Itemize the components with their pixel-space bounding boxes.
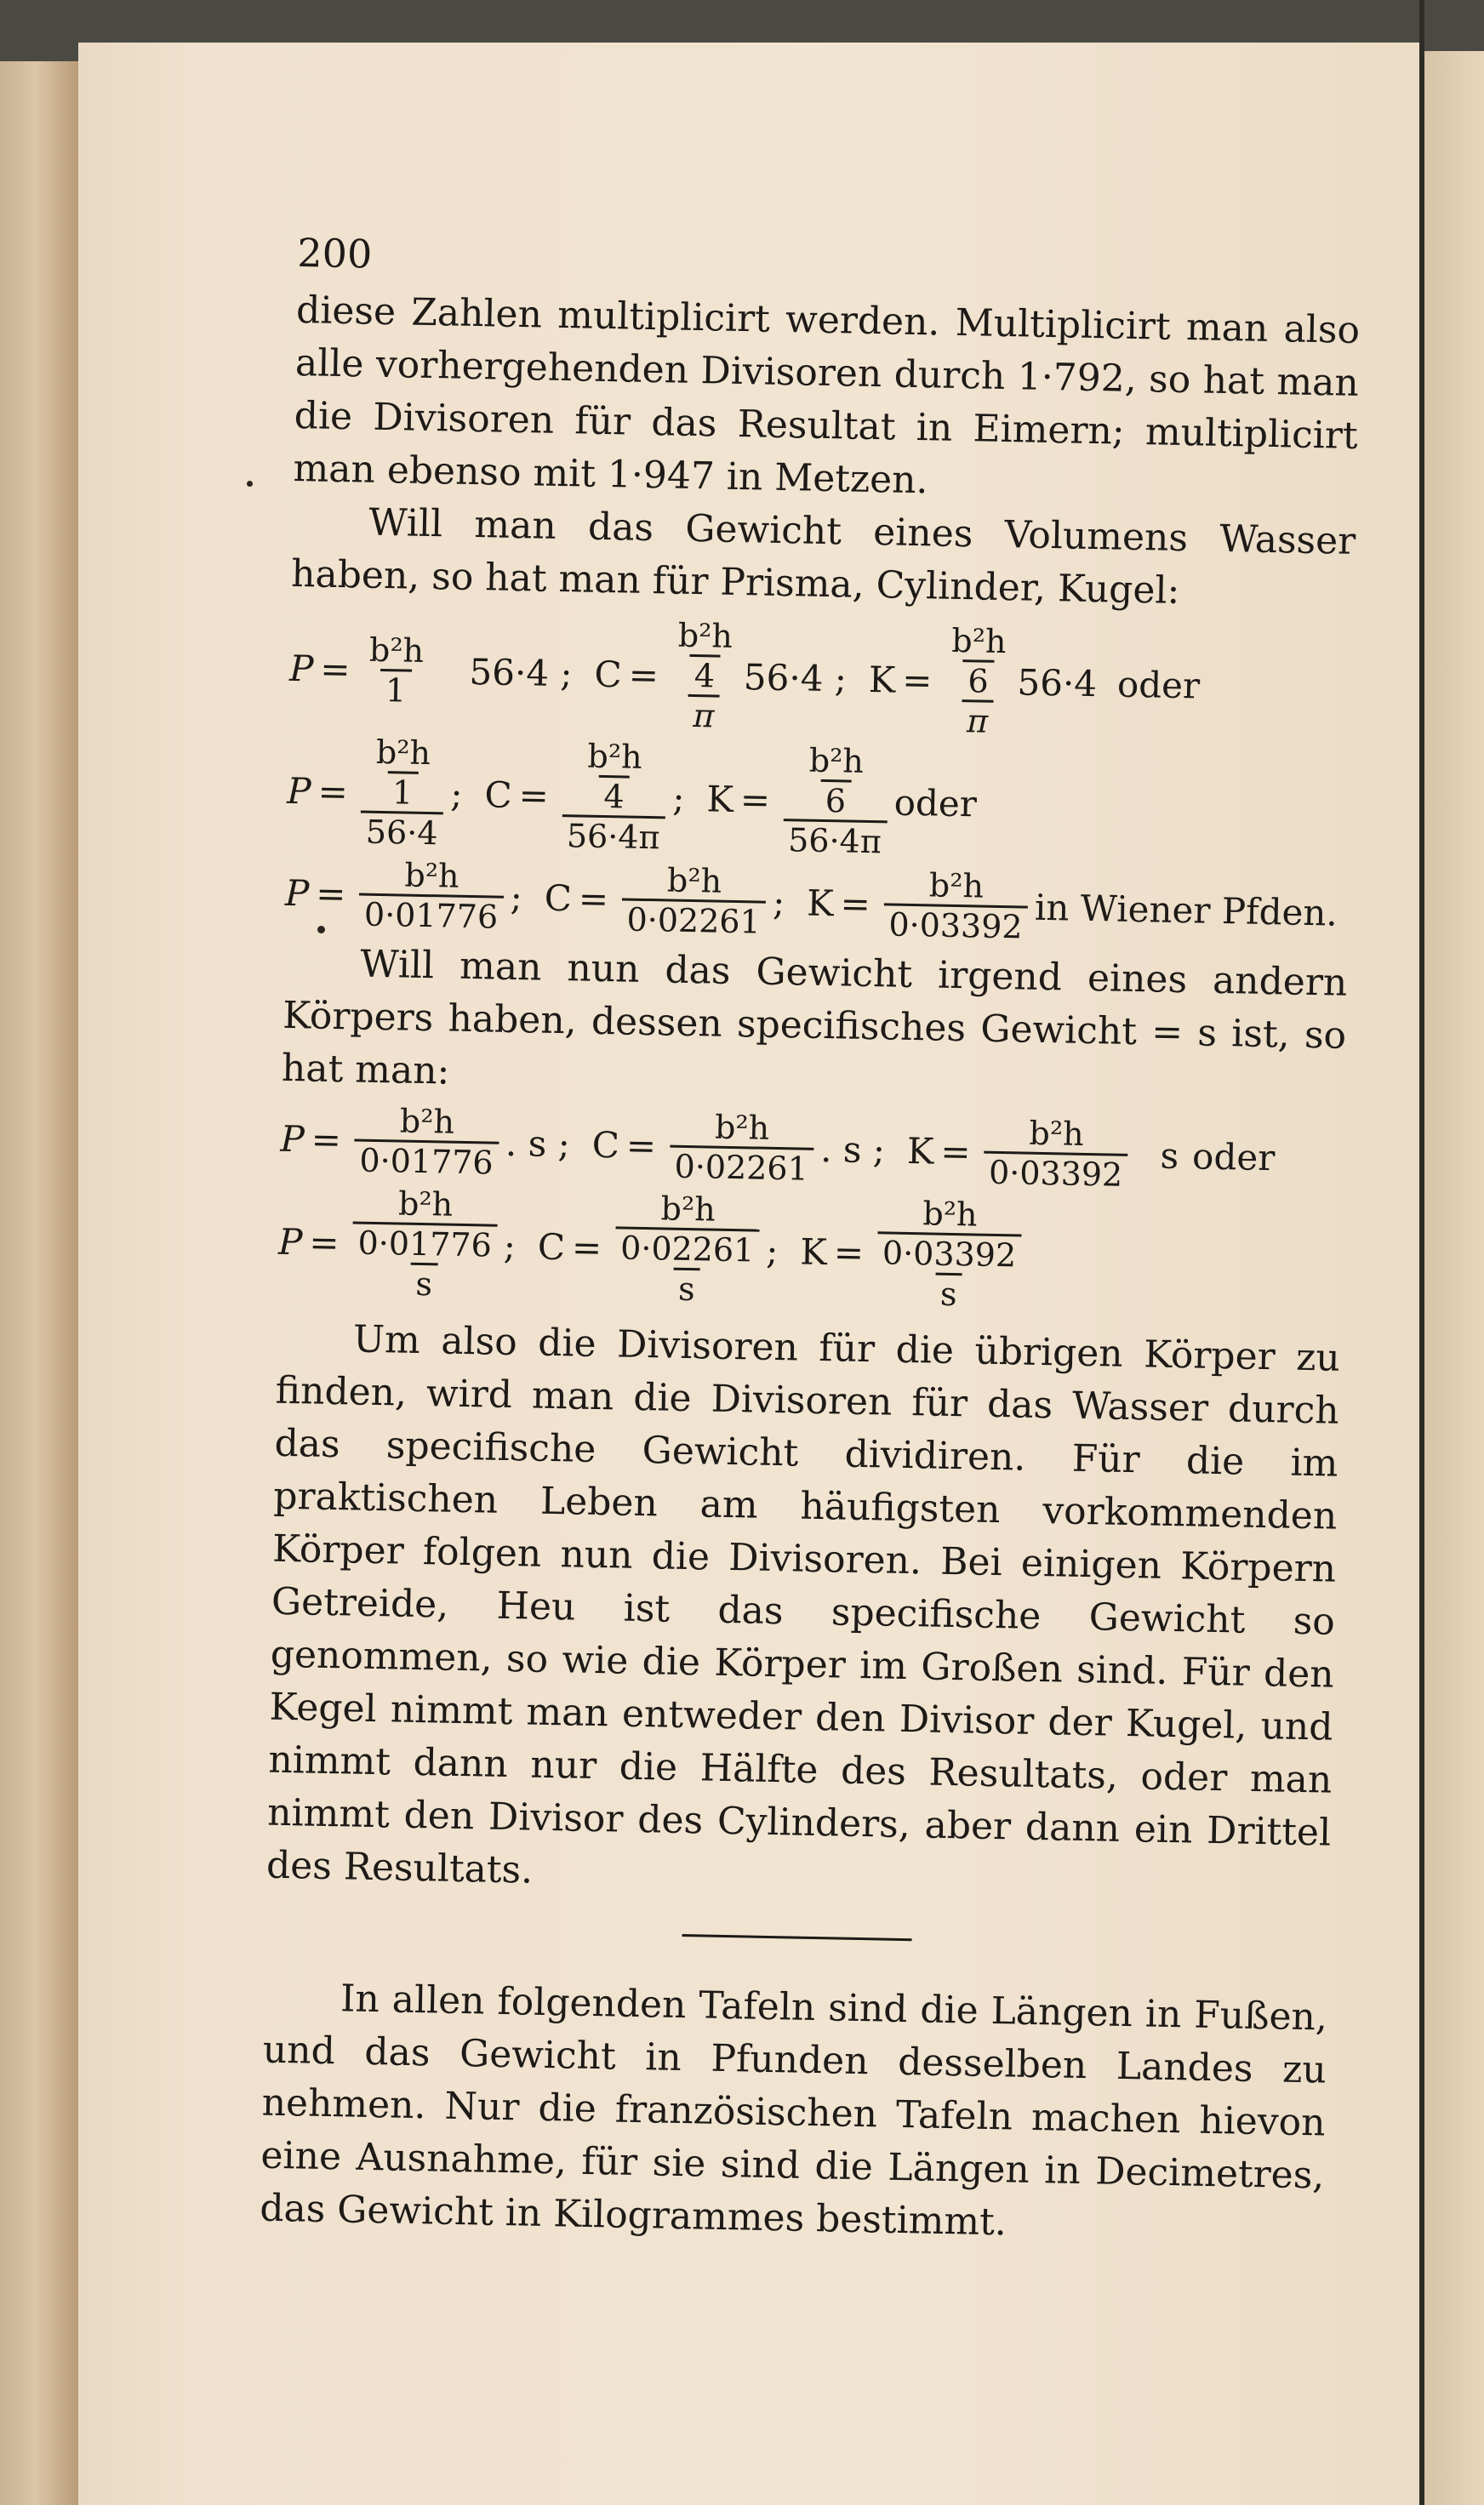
book-spine — [0, 0, 78, 2505]
numerator: b²h — [404, 856, 459, 895]
separator: ; — [510, 876, 523, 919]
denominator: 0·02261 — [615, 1226, 760, 1269]
denominator: 0·01776 — [354, 1138, 499, 1181]
eq4-sphere — [906, 1112, 1276, 1196]
eq-symbol-k: K — [706, 777, 734, 820]
eq5-prism — [277, 1183, 517, 1304]
fraction — [669, 1108, 814, 1188]
eq-sign: = — [571, 1225, 602, 1269]
page-content — [260, 230, 1361, 2256]
fraction — [671, 617, 739, 735]
eq3-cylinder — [544, 859, 785, 941]
numerator: b²h — [951, 621, 1007, 661]
eq-symbol-p: P — [277, 1220, 303, 1263]
separator: ; — [765, 1230, 779, 1272]
factor: 56·4 ; — [743, 655, 848, 699]
numerator: b²h — [808, 741, 865, 780]
denominator: 0·02261 — [669, 1145, 813, 1188]
eq-symbol-k: K — [868, 658, 896, 701]
fraction — [945, 622, 1012, 740]
paragraph-intro: diese Zahlen multiplicirt werden. Multiplicirt man also alle vorhergehenden Divisoren durch 1·792, so hat man die Divisoren für das Resultat in Eimern; multiplicirt man ebenso mit 1·947 in Metzen. — [293, 288, 1361, 503]
word-oder: oder — [1116, 663, 1201, 706]
eq-sign: = — [833, 1230, 865, 1274]
denominator-2: s — [673, 1268, 700, 1309]
denominator-2: 56·4π — [783, 819, 887, 860]
denominator: 4 — [598, 775, 630, 816]
denominator: 6 — [819, 779, 851, 820]
numerator: b²h — [714, 1108, 770, 1147]
eq-symbol-p: P — [286, 769, 312, 812]
numerator: b²h — [397, 1184, 454, 1224]
multiplier: s — [1160, 1134, 1179, 1178]
numerator: b²h — [666, 861, 722, 900]
paragraph-divisors: Um also die Divisoren für die übrigen Körper zu finden, wird man die Divisoren für das Wasser durch das specifische Gewicht dividiren. Für die im praktischen Leben am häufigsten vorkommenden Körper folgen nun die Divisoren. Bei einigen Körpern Getreide, Heu ist das specifische Gewicht so genommen, so wie die Körper im Großen sind. Für den Kegel nimmt man entweder den Divisor der Kugel, und nimmt dann nur die Hälfte des Resultats, oder man nimmt den Divisor des Cylinders, aber dann ein Drittel des Resultats. — [265, 1317, 1341, 1892]
eq-symbol-c: C — [591, 1123, 620, 1167]
factor: 56·4 ; — [469, 650, 574, 694]
section-divider — [682, 1934, 912, 1941]
eq-sign: = — [311, 1118, 342, 1161]
eq-sign: = — [628, 653, 659, 696]
numerator: b²h — [928, 866, 985, 905]
equation-line-3 — [284, 854, 1350, 952]
fraction — [876, 1194, 1023, 1314]
eq-symbol-p: P — [284, 871, 310, 915]
eq-symbol-k: K — [799, 1230, 828, 1273]
denominator: 0·03392 — [883, 903, 1028, 945]
page-number: 200 — [296, 230, 373, 277]
paragraph-specific-weight: Will man nun das Gewicht irgend eines andern Körpers haben, dessen specifisches Gewicht = s ist, so hat man: — [281, 942, 1348, 1093]
denominator-pi: π — [962, 699, 994, 740]
eq-sign: = — [319, 648, 351, 690]
fraction — [363, 631, 430, 709]
eq-symbol-k: K — [806, 882, 835, 925]
eq-sign: = — [840, 882, 871, 926]
eq-sign: = — [518, 773, 550, 817]
eq-symbol-c: C — [537, 1225, 566, 1268]
eq5-sphere — [799, 1193, 1029, 1315]
multiplier: . s ; — [505, 1121, 571, 1166]
fraction — [883, 865, 1029, 945]
denominator: 4 — [688, 654, 720, 695]
denominator-pi: π — [688, 694, 720, 735]
denominator: 0·01776 — [352, 1221, 497, 1264]
eq-symbol-c: C — [544, 876, 573, 920]
eq-symbol-p: P — [280, 1117, 305, 1161]
fraction — [562, 737, 667, 856]
eq-sign: = — [901, 659, 933, 701]
numerator: b²h — [660, 1190, 716, 1229]
separator: ; — [503, 1224, 517, 1267]
numerator: b²h — [1029, 1114, 1084, 1153]
eq-symbol-p: P — [288, 647, 314, 689]
denominator: 6 — [962, 659, 994, 700]
equation-line-4 — [280, 1100, 1345, 1198]
eq-sign: = — [317, 770, 349, 813]
denominator: 0·02261 — [621, 898, 766, 940]
equation-line-1 — [288, 609, 1354, 747]
eq4-cylinder — [591, 1106, 886, 1190]
eq1-sphere — [868, 620, 1201, 744]
unit-label: in Wiener Pfden. — [1034, 886, 1338, 934]
eq2-sphere — [705, 739, 978, 862]
ink-speck — [247, 481, 253, 487]
word-oder: oder — [1191, 1135, 1276, 1179]
numerator: b²h — [677, 616, 733, 655]
fraction — [359, 856, 505, 936]
separator: ; — [671, 777, 686, 819]
fraction — [354, 1101, 499, 1181]
factor: 56·4 — [1017, 660, 1098, 705]
eq-symbol-c: C — [484, 773, 513, 816]
fraction — [621, 860, 767, 940]
denominator-2: s — [410, 1263, 437, 1304]
fraction — [984, 1114, 1129, 1194]
eq1-cylinder — [593, 615, 848, 738]
eq-sign: = — [625, 1124, 657, 1167]
numerator: b²h — [587, 737, 642, 776]
numerator: b²h — [368, 631, 425, 670]
denominator: 0·01776 — [359, 893, 504, 936]
eq5-cylinder — [537, 1188, 779, 1310]
numerator: b²h — [922, 1195, 978, 1234]
denominator-2: s — [935, 1273, 962, 1314]
denominator: 0·03392 — [984, 1151, 1128, 1194]
facing-page-edge — [1423, 51, 1484, 2505]
fraction — [351, 1184, 498, 1304]
eq-sign: = — [939, 1130, 972, 1173]
denominator: 0·03392 — [877, 1231, 1022, 1274]
word-oder: oder — [893, 781, 978, 825]
fraction — [783, 741, 888, 860]
eq-sign: = — [308, 1220, 340, 1264]
denominator: 1 — [387, 771, 419, 812]
eq3-sphere — [806, 864, 1338, 952]
eq4-prism — [280, 1100, 571, 1184]
eq1-prism — [288, 629, 573, 711]
eq3-prism — [284, 854, 522, 936]
fraction — [360, 733, 444, 853]
separator: ; — [449, 773, 464, 815]
fraction — [614, 1189, 761, 1309]
eq-sign: = — [578, 877, 609, 921]
denominator: 1 — [380, 668, 412, 709]
eq-symbol-c: C — [594, 653, 623, 695]
separator: ; — [772, 881, 785, 924]
numerator: b²h — [375, 733, 431, 773]
eq-sign: = — [315, 872, 346, 916]
eq-sign: = — [739, 778, 771, 821]
page-gutter-rule — [1419, 0, 1424, 2505]
multiplier: . s ; — [819, 1127, 886, 1172]
denominator-2: 56·4 — [360, 811, 442, 853]
denominator-2: 56·4π — [562, 814, 665, 856]
paragraph-weight: Will man das Gewicht eines Volumens Wasser haben, so hat man für Prisma, Cylinder, Kugel: — [290, 500, 1356, 613]
paragraph-tables-note: In allen folgenden Tafeln sind die Längen in Fußen, und das Gewicht in Pfunden desselben Landes zu nehmen. Nur die französischen Tafeln machen hievon eine Ausnahme, für sie sind die Längen in Decimetres, das Gewicht in Kilogrammes bestimmt. — [259, 1977, 1328, 2245]
equation-line-5 — [277, 1183, 1343, 1321]
eq2-cylinder — [483, 735, 686, 856]
eq-symbol-k: K — [906, 1129, 934, 1173]
numerator: b²h — [399, 1102, 455, 1141]
equation-line-2 — [286, 732, 1351, 870]
eq2-prism — [286, 732, 464, 853]
